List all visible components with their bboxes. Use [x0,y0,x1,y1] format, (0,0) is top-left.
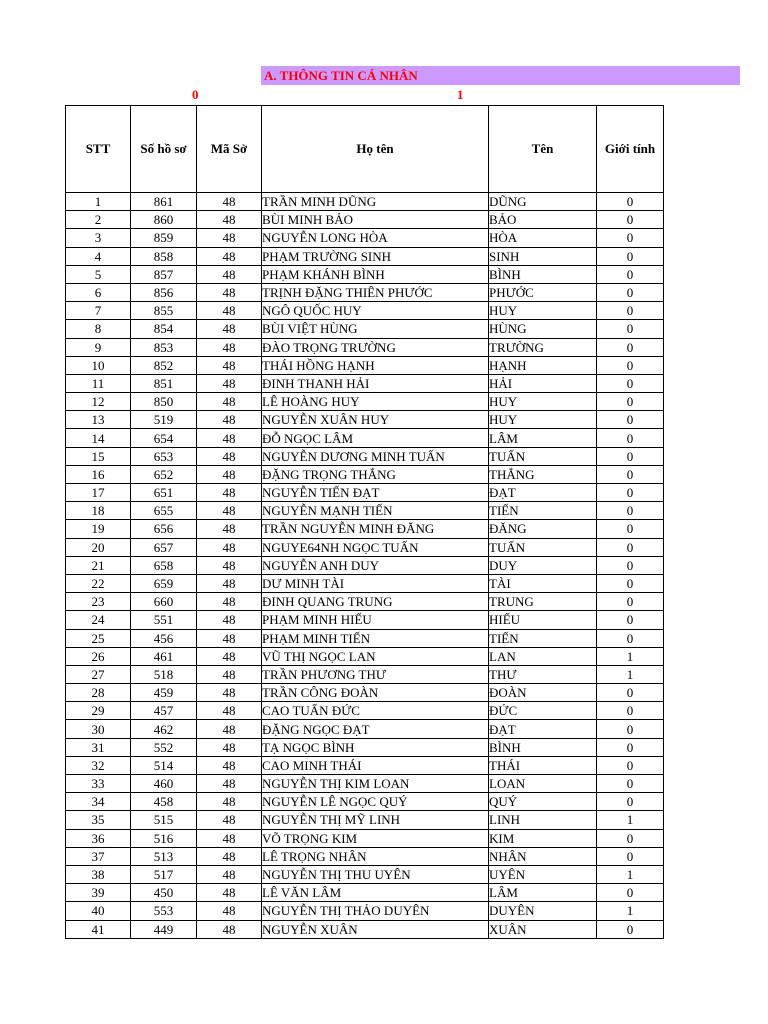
cell-ma-so: 48 [197,411,262,429]
table-row [66,720,664,738]
cell-ma-so: 48 [197,775,262,793]
table-row [66,502,664,520]
cell-stt: 2 [66,211,131,229]
cell-gioi-tinh: 1 [597,902,664,920]
cell-ten: DŨNG [489,193,597,211]
cell-gioi-tinh: 0 [597,775,664,793]
cell-gioi-tinh: 0 [597,738,664,756]
cell-stt: 37 [66,847,131,865]
table-row [66,811,664,829]
cell-stt: 11 [66,374,131,392]
cell-ma-so: 48 [197,665,262,683]
cell-gioi-tinh: 0 [597,283,664,301]
cell-ma-so: 48 [197,520,262,538]
cell-ten: UYÊN [489,865,597,883]
cell-ma-so: 48 [197,247,262,265]
cell-so-ho-so: 853 [131,338,197,356]
cell-so-ho-so: 449 [131,920,197,938]
table-row [66,411,664,429]
cell-gioi-tinh: 0 [597,211,664,229]
cell-ma-so: 48 [197,374,262,392]
cell-stt: 31 [66,738,131,756]
cell-stt: 10 [66,356,131,374]
cell-so-ho-so: 517 [131,865,197,883]
cell-ten: HÙNG [489,320,597,338]
cell-ten: XUÂN [489,920,597,938]
cell-ho-ten: VÕ TRỌNG KIM [262,829,489,847]
table-row [66,920,664,938]
cell-ma-so: 48 [197,884,262,902]
cell-ho-ten: PHẠM TRƯỜNG SINH [262,247,489,265]
cell-so-ho-so: 860 [131,211,197,229]
cell-stt: 7 [66,302,131,320]
cell-ho-ten: ĐẶNG TRỌNG THẮNG [262,465,489,483]
cell-ma-so: 48 [197,738,262,756]
cell-so-ho-so: 655 [131,502,197,520]
cell-gioi-tinh: 0 [597,593,664,611]
cell-gioi-tinh: 0 [597,374,664,392]
cell-gioi-tinh: 0 [597,484,664,502]
cell-ten: DUYÊN [489,902,597,920]
cell-ten: LÂM [489,884,597,902]
cell-ma-so: 48 [197,265,262,283]
cell-ten: THẮNG [489,465,597,483]
table-row [66,447,664,465]
cell-gioi-tinh: 0 [597,411,664,429]
cell-gioi-tinh: 0 [597,265,664,283]
cell-ma-so: 48 [197,465,262,483]
cell-ten: NHÂN [489,847,597,865]
cell-ma-so: 48 [197,720,262,738]
cell-ten: ĐĂNG [489,520,597,538]
cell-ho-ten: NGUYE64NH NGỌC TUẤN [262,538,489,556]
table-row [66,611,664,629]
cell-so-ho-so: 514 [131,756,197,774]
cell-ho-ten: PHẠM MINH TIẾN [262,629,489,647]
table-row [66,647,664,665]
table-row [66,593,664,611]
section-title: A. THÔNG TIN CÁ NHÂN [261,66,740,85]
cell-gioi-tinh: 0 [597,793,664,811]
cell-ten: QUÝ [489,793,597,811]
cell-stt: 6 [66,283,131,301]
cell-ho-ten: NGUYỄN THỊ KIM LOAN [262,775,489,793]
cell-gioi-tinh: 0 [597,611,664,629]
cell-ma-so: 48 [197,702,262,720]
cell-ho-ten: ĐẶNG NGỌC ĐẠT [262,720,489,738]
cell-so-ho-so: 657 [131,538,197,556]
cell-so-ho-so: 456 [131,629,197,647]
cell-ten: HUY [489,302,597,320]
cell-stt: 29 [66,702,131,720]
cell-stt: 38 [66,865,131,883]
cell-ten: TIẾN [489,502,597,520]
cell-gioi-tinh: 0 [597,429,664,447]
cell-stt: 41 [66,920,131,938]
cell-ten: THÁI [489,756,597,774]
cell-ho-ten: TRẦN CÔNG ĐOÀN [262,684,489,702]
cell-gioi-tinh: 0 [597,847,664,865]
table-row [66,484,664,502]
cell-ho-ten: NGUYỄN LONG HÒA [262,229,489,247]
cell-stt: 5 [66,265,131,283]
cell-ten: HUY [489,393,597,411]
cell-gioi-tinh: 1 [597,665,664,683]
col-header-ten: Tên [489,106,597,193]
cell-so-ho-so: 659 [131,574,197,592]
cell-ho-ten: TRẦN NGUYỄN MINH ĐĂNG [262,520,489,538]
cell-so-ho-so: 861 [131,193,197,211]
cell-gioi-tinh: 0 [597,538,664,556]
cell-ma-so: 48 [197,756,262,774]
col-header-so-ho-so: Số hồ sơ [131,106,197,193]
cell-so-ho-so: 857 [131,265,197,283]
col-header-gioi-tinh: Giới tính [597,106,664,193]
table-row [66,193,664,211]
cell-so-ho-so: 459 [131,684,197,702]
cell-ten: ĐẠT [489,720,597,738]
cell-ten: LOAN [489,775,597,793]
cell-ten: BÌNH [489,265,597,283]
cell-ma-so: 48 [197,847,262,865]
table-row [66,756,664,774]
cell-gioi-tinh: 0 [597,465,664,483]
cell-ten: SINH [489,247,597,265]
table-row [66,829,664,847]
cell-ho-ten: BÙI VIỆT HÙNG [262,320,489,338]
table-row [66,302,664,320]
cell-gioi-tinh: 0 [597,502,664,520]
cell-stt: 18 [66,502,131,520]
cell-so-ho-so: 850 [131,393,197,411]
cell-ho-ten: CAO TUẤN ĐỨC [262,702,489,720]
cell-gioi-tinh: 0 [597,684,664,702]
cell-gioi-tinh: 0 [597,229,664,247]
cell-ma-so: 48 [197,193,262,211]
cell-stt: 4 [66,247,131,265]
cell-gioi-tinh: 0 [597,447,664,465]
cell-so-ho-so: 450 [131,884,197,902]
cell-ten: TÀI [489,574,597,592]
cell-ma-so: 48 [197,793,262,811]
cell-ten: TRƯỜNG [489,338,597,356]
cell-ho-ten: THÁI HỒNG HẠNH [262,356,489,374]
cell-ma-so: 48 [197,629,262,647]
cell-so-ho-so: 858 [131,247,197,265]
cell-stt: 25 [66,629,131,647]
col-header-stt: STT [66,106,131,193]
cell-ma-so: 48 [197,320,262,338]
cell-ho-ten: LÊ VĂN LÂM [262,884,489,902]
cell-ten: HẠNH [489,356,597,374]
cell-so-ho-so: 658 [131,556,197,574]
flag-one: 1 [457,87,464,102]
cell-so-ho-so: 461 [131,647,197,665]
cell-ma-so: 48 [197,684,262,702]
cell-ma-so: 48 [197,647,262,665]
table-row [66,847,664,865]
cell-ho-ten: VŨ THỊ NGỌC LAN [262,647,489,665]
cell-so-ho-so: 513 [131,847,197,865]
cell-ten: HẢI [489,374,597,392]
cell-ma-so: 48 [197,574,262,592]
cell-gioi-tinh: 1 [597,647,664,665]
cell-stt: 17 [66,484,131,502]
cell-ten: PHƯỚC [489,283,597,301]
table-row [66,265,664,283]
cell-ho-ten: PHẠM KHÁNH BÌNH [262,265,489,283]
cell-gioi-tinh: 0 [597,556,664,574]
table-row [66,902,664,920]
col-header-ho-ten: Họ tên [262,106,489,193]
cell-so-ho-so: 460 [131,775,197,793]
cell-stt: 30 [66,720,131,738]
cell-ho-ten: NGUYỄN TIẾN ĐẠT [262,484,489,502]
table-row [66,211,664,229]
table-row [66,465,664,483]
table-row [66,684,664,702]
student-table [65,105,664,939]
cell-stt: 14 [66,429,131,447]
cell-stt: 16 [66,465,131,483]
cell-gioi-tinh: 0 [597,356,664,374]
cell-ten: LINH [489,811,597,829]
cell-ho-ten: LÊ HOÀNG HUY [262,393,489,411]
cell-stt: 13 [66,411,131,429]
cell-ma-so: 48 [197,356,262,374]
table-row [66,738,664,756]
table-row [66,229,664,247]
cell-ho-ten: ĐINH QUANG TRUNG [262,593,489,611]
cell-gioi-tinh: 0 [597,884,664,902]
cell-ten: BÌNH [489,738,597,756]
cell-gioi-tinh: 0 [597,702,664,720]
table-row [66,538,664,556]
cell-ma-so: 48 [197,338,262,356]
cell-ho-ten: NGÔ QUỐC HUY [262,302,489,320]
table-row [66,338,664,356]
cell-stt: 35 [66,811,131,829]
cell-ho-ten: ĐÀO TRỌNG TRƯỜNG [262,338,489,356]
cell-ten: HÒA [489,229,597,247]
cell-ma-so: 48 [197,920,262,938]
cell-ma-so: 48 [197,502,262,520]
cell-ho-ten: TRẦN MINH DŨNG [262,193,489,211]
cell-ma-so: 48 [197,283,262,301]
cell-ten: HUY [489,411,597,429]
cell-ho-ten: LÊ TRỌNG NHÂN [262,847,489,865]
cell-ho-ten: DƯ MINH TÀI [262,574,489,592]
cell-ma-so: 48 [197,211,262,229]
cell-so-ho-so: 660 [131,593,197,611]
cell-ho-ten: PHẠM MINH HIẾU [262,611,489,629]
cell-gioi-tinh: 0 [597,193,664,211]
cell-ten: TRUNG [489,593,597,611]
table-row [66,775,664,793]
table-row [66,793,664,811]
cell-so-ho-so: 551 [131,611,197,629]
table-row [66,556,664,574]
cell-stt: 28 [66,684,131,702]
cell-so-ho-so: 651 [131,484,197,502]
cell-ten: TUẤN [489,447,597,465]
table-row [66,520,664,538]
cell-stt: 8 [66,320,131,338]
cell-stt: 23 [66,593,131,611]
cell-ma-so: 48 [197,829,262,847]
cell-ten: ĐOÀN [489,684,597,702]
cell-ma-so: 48 [197,611,262,629]
cell-ho-ten: ĐỖ NGỌC LÂM [262,429,489,447]
cell-gioi-tinh: 0 [597,829,664,847]
cell-ho-ten: NGUYỄN THỊ THU UYÊN [262,865,489,883]
table-row [66,429,664,447]
cell-ho-ten: ĐINH THANH HẢI [262,374,489,392]
cell-ten: DUY [489,556,597,574]
cell-gioi-tinh: 1 [597,811,664,829]
cell-ho-ten: NGUYỄN LÊ NGỌC QUÝ [262,793,489,811]
table-row [66,374,664,392]
cell-stt: 3 [66,229,131,247]
cell-so-ho-so: 856 [131,283,197,301]
table-row [66,356,664,374]
cell-gioi-tinh: 0 [597,629,664,647]
cell-so-ho-so: 553 [131,902,197,920]
cell-stt: 22 [66,574,131,592]
table-row [66,574,664,592]
cell-stt: 15 [66,447,131,465]
cell-so-ho-so: 652 [131,465,197,483]
cell-stt: 24 [66,611,131,629]
cell-gioi-tinh: 0 [597,720,664,738]
cell-stt: 32 [66,756,131,774]
cell-ten: TIẾN [489,629,597,647]
cell-ten: LÂM [489,429,597,447]
cell-ma-so: 48 [197,556,262,574]
cell-ho-ten: TRỊNH ĐẶNG THIÊN PHƯỚC [262,283,489,301]
cell-ma-so: 48 [197,865,262,883]
cell-ma-so: 48 [197,593,262,611]
cell-so-ho-so: 859 [131,229,197,247]
cell-so-ho-so: 462 [131,720,197,738]
cell-gioi-tinh: 0 [597,302,664,320]
cell-stt: 1 [66,193,131,211]
cell-so-ho-so: 852 [131,356,197,374]
cell-ho-ten: TRẦN PHƯƠNG THƯ [262,665,489,683]
cell-ma-so: 48 [197,429,262,447]
cell-ho-ten: NGUYỄN MẠNH TIẾN [262,502,489,520]
cell-so-ho-so: 656 [131,520,197,538]
cell-so-ho-so: 519 [131,411,197,429]
cell-ho-ten: NGUYỄN ANH DUY [262,556,489,574]
cell-ten: BẢO [489,211,597,229]
cell-stt: 26 [66,647,131,665]
cell-gioi-tinh: 0 [597,393,664,411]
cell-ten: LAN [489,647,597,665]
cell-gioi-tinh: 0 [597,338,664,356]
cell-ho-ten: TẠ NGỌC BÌNH [262,738,489,756]
cell-stt: 34 [66,793,131,811]
cell-stt: 33 [66,775,131,793]
cell-stt: 36 [66,829,131,847]
table-row [66,393,664,411]
cell-so-ho-so: 851 [131,374,197,392]
cell-so-ho-so: 654 [131,429,197,447]
cell-ma-so: 48 [197,902,262,920]
cell-ho-ten: NGUYỄN XUÂN [262,920,489,938]
cell-gioi-tinh: 0 [597,247,664,265]
cell-ho-ten: BÙI MINH BẢO [262,211,489,229]
cell-stt: 20 [66,538,131,556]
cell-so-ho-so: 515 [131,811,197,829]
cell-ten: KIM [489,829,597,847]
table-row [66,884,664,902]
cell-so-ho-so: 854 [131,320,197,338]
cell-stt: 40 [66,902,131,920]
cell-stt: 21 [66,556,131,574]
col-header-ma-so: Mã Sở [197,106,262,193]
table-row [66,865,664,883]
cell-stt: 27 [66,665,131,683]
cell-ma-so: 48 [197,393,262,411]
cell-ten: HIẾU [489,611,597,629]
cell-so-ho-so: 855 [131,302,197,320]
cell-ten: THƯ [489,665,597,683]
flag-zero: 0 [192,87,199,102]
cell-ma-so: 48 [197,538,262,556]
cell-gioi-tinh: 0 [597,920,664,938]
cell-ho-ten: NGUYỄN XUÂN HUY [262,411,489,429]
cell-gioi-tinh: 0 [597,756,664,774]
cell-stt: 9 [66,338,131,356]
cell-ma-so: 48 [197,229,262,247]
cell-ho-ten: CAO MINH THÁI [262,756,489,774]
table-row [66,283,664,301]
cell-so-ho-so: 653 [131,447,197,465]
cell-so-ho-so: 552 [131,738,197,756]
cell-ho-ten: NGUYỄN THỊ MỸ LINH [262,811,489,829]
cell-gioi-tinh: 0 [597,574,664,592]
table-body [66,193,664,939]
cell-so-ho-so: 518 [131,665,197,683]
table-row [66,665,664,683]
cell-ho-ten: NGUYỄN THỊ THẢO DUYÊN [262,902,489,920]
cell-so-ho-so: 516 [131,829,197,847]
cell-ho-ten: NGUYỄN DƯƠNG MINH TUẤN [262,447,489,465]
cell-so-ho-so: 458 [131,793,197,811]
cell-ma-so: 48 [197,302,262,320]
cell-ten: TUẤN [489,538,597,556]
cell-ten: ĐỨC [489,702,597,720]
cell-gioi-tinh: 1 [597,865,664,883]
cell-so-ho-so: 457 [131,702,197,720]
cell-gioi-tinh: 0 [597,320,664,338]
header-row [66,106,664,193]
cell-ma-so: 48 [197,447,262,465]
table-row [66,629,664,647]
cell-stt: 19 [66,520,131,538]
table-row [66,320,664,338]
cell-gioi-tinh: 0 [597,520,664,538]
cell-ma-so: 48 [197,484,262,502]
cell-stt: 12 [66,393,131,411]
table-row [66,247,664,265]
cell-ma-so: 48 [197,811,262,829]
cell-stt: 39 [66,884,131,902]
table-row [66,702,664,720]
cell-ten: ĐẠT [489,484,597,502]
